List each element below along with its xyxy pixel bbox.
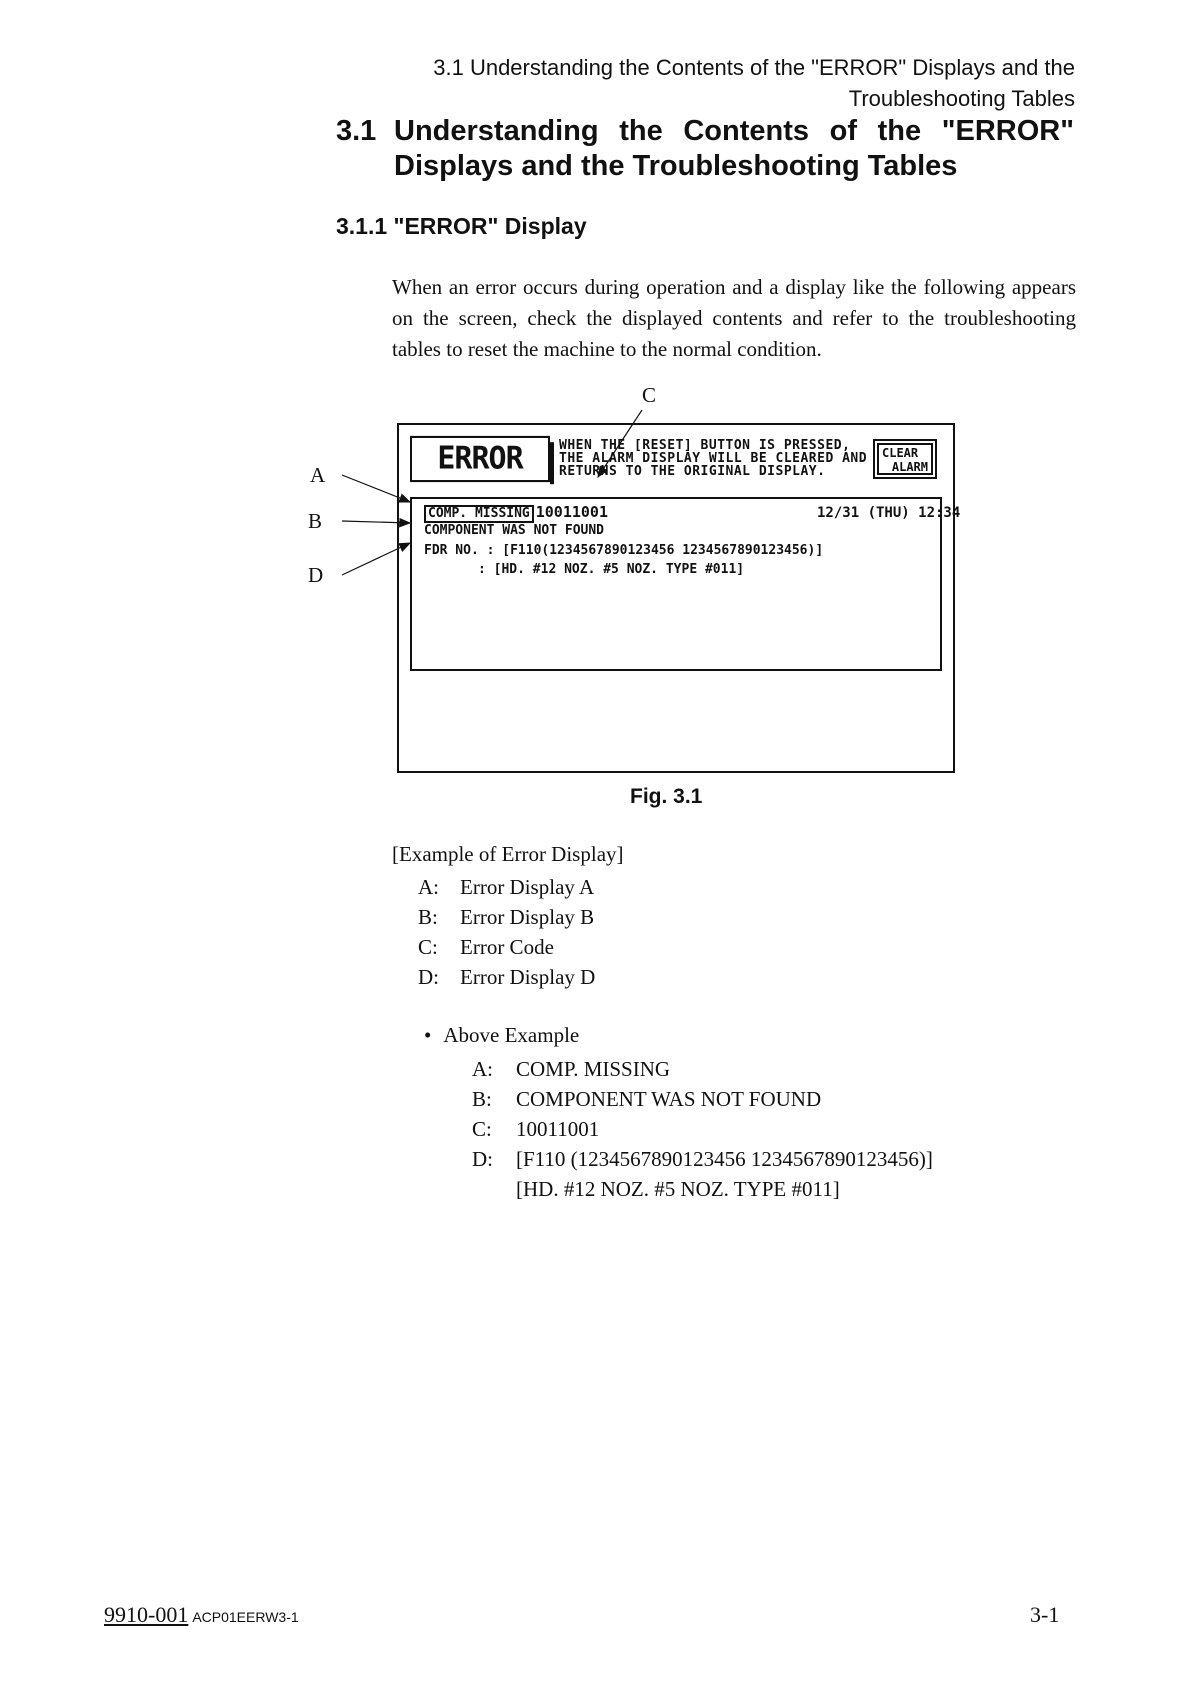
error-tag: COMP. MISSING <box>424 505 534 523</box>
doc-code: ACP01EERW3-1 <box>192 1609 299 1625</box>
list-item-value: COMP. MISSING <box>516 1057 671 1081</box>
list-item-value: [HD. #12 NOZ. #5 NOZ. TYPE #011] <box>516 1177 840 1201</box>
above-example-list <box>472 1054 933 1204</box>
list-item-key <box>472 1174 516 1204</box>
section-number: 3.1 <box>336 115 377 147</box>
list-item <box>418 962 595 992</box>
list-item-key: D: <box>418 965 439 989</box>
subsection-title: 3.1.1 "ERROR" Display <box>336 213 587 239</box>
list-item-value: COMPONENT WAS NOT FOUND <box>516 1087 822 1111</box>
list-item <box>418 872 595 902</box>
clear-alarm-inner <box>877 443 933 475</box>
clear-alarm-button[interactable] <box>873 439 937 479</box>
error-display-d-line2-text: : [HD. #12 NOZ. #5 NOZ. TYPE #011] <box>478 562 745 577</box>
running-head-line1: 3.1 Understanding the Contents of the "ERROR" Displays and the <box>433 55 1075 80</box>
list-item-value: Error Display B <box>460 905 595 929</box>
list-item <box>472 1054 933 1084</box>
list-item <box>418 902 595 932</box>
list-item-key: B: <box>472 1087 492 1111</box>
clear-alarm-line2: ALARM <box>891 460 928 474</box>
error-display-b: COMPONENT WAS NOT FOUND <box>424 523 605 538</box>
list-item <box>472 1084 933 1114</box>
list-item-value: [F110 (1234567890123456 1234567890123456)] <box>516 1147 933 1171</box>
page-number: 3-1 <box>1030 1602 1060 1627</box>
reset-message-line3: RETURNS TO THE ORIGINAL DISPLAY. <box>559 464 826 479</box>
list-item <box>418 932 595 962</box>
callout-label-d: D <box>308 563 324 587</box>
callout-label-b: B <box>308 509 323 533</box>
running-head <box>395 52 1075 114</box>
error-display-d-line2 <box>424 562 744 577</box>
figure-caption: Fig. 3.1 <box>630 785 703 808</box>
list-item-key: A: <box>472 1057 493 1081</box>
running-head-line2: Troubleshooting Tables <box>848 86 1075 111</box>
list-item-key: A: <box>418 875 439 899</box>
callout-label-c: C <box>642 383 657 407</box>
list-item <box>472 1144 933 1174</box>
list-item-key: B: <box>418 905 438 929</box>
above-example-title <box>424 1023 579 1048</box>
intro-paragraph: When an error occurs during operation and a display like the following appears on the screen, check the displayed contents and refer to the troubleshooting tables to reset the machine to the normal condition. <box>392 275 1076 361</box>
list-item-value: Error Code <box>460 935 554 959</box>
list-item-value: 10011001 <box>516 1117 600 1141</box>
above-example-title-text: Above Example <box>443 1023 580 1047</box>
error-display-d-line1: FDR NO. : [F110(1234567890123456 1234567890123456)] <box>424 543 824 558</box>
example-title: [Example of Error Display] <box>392 842 624 866</box>
doc-number: 9910-001 <box>104 1602 189 1627</box>
reset-message-line2: THE ALARM DISPLAY WILL BE CLEARED AND <box>559 451 868 466</box>
footer-doc-id <box>104 1602 299 1628</box>
screen-frame <box>397 423 961 773</box>
list-item-value: Error Display A <box>460 875 595 899</box>
list-item-key: C: <box>418 935 438 959</box>
section-title-text: Understanding the Contents of the "ERROR" Displays and the Troubleshooting Tables <box>394 115 1074 182</box>
reset-message <box>559 439 867 478</box>
example-list <box>418 872 595 992</box>
reset-message-line1: WHEN THE [RESET] BUTTON IS PRESSED, <box>559 438 851 453</box>
list-item-key: D: <box>472 1147 493 1171</box>
list-item-key: C: <box>472 1117 492 1141</box>
error-title-box: ERROR <box>410 436 550 482</box>
list-item <box>472 1174 933 1204</box>
date-time: 12/31 (THU) 12:34 <box>817 505 961 521</box>
clear-alarm-line1: CLEAR <box>882 446 919 460</box>
error-display-a <box>424 503 608 523</box>
error-code: 10011001 <box>535 503 608 521</box>
bullet-icon: • <box>424 1023 432 1047</box>
list-item <box>472 1114 933 1144</box>
list-item-value: Error Display D <box>460 965 596 989</box>
callout-label-a: A <box>310 463 326 487</box>
error-display-figure <box>300 385 980 785</box>
